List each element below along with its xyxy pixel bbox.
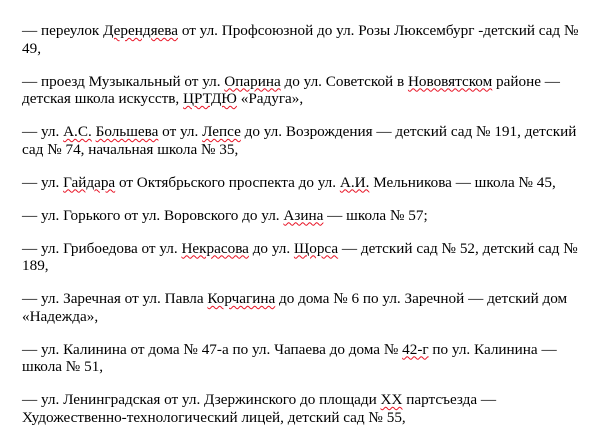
paragraph: [22, 22, 587, 57]
text-run-misspelled[interactable]: Дерендяева: [103, 22, 179, 39]
text-run-misspelled[interactable]: Щорса: [293, 239, 339, 257]
text-run-misspelled[interactable]: Гайдара: [63, 173, 116, 191]
text-run: до ул. Возрождения — детский сад № 191, детский сад № 74, начальная школа № 35,: [22, 123, 577, 158]
paragraph: [22, 391, 587, 426]
text-run: от ул. Профсоюзной до ул. Розы Люксембург -детский сад № 49,: [22, 22, 579, 57]
text-run: «Радуга»,: [236, 90, 304, 107]
text-run: — ул. Горького от ул. Воровского до ул.: [22, 206, 284, 224]
text-run: — ул. Калинина от дома № 47-а по ул. Чапаева до дома №: [22, 340, 403, 358]
text-run: до дома № 6 по ул. Заречной — детский дом «Надежда»,: [22, 290, 568, 325]
text-run-misspelled[interactable]: Азина: [283, 206, 324, 224]
paragraph: [22, 73, 587, 108]
text-run: — детский сад № 52, детский сад № 189,: [22, 239, 578, 274]
text-run: — переулок: [22, 22, 104, 39]
text-run: Мельникова — школа № 45,: [369, 173, 556, 191]
paragraph: [22, 174, 587, 192]
text-run-misspelled[interactable]: Некрасова: [181, 239, 249, 257]
paragraph: [22, 341, 587, 376]
paragraph: [22, 123, 587, 158]
text-run: — проезд Музыкальный от ул.: [22, 72, 225, 90]
text-run: от Октябрьского проспекта до ул.: [115, 173, 340, 191]
text-run: — ул.: [22, 173, 64, 191]
text-run: районе — детская школа искусств,: [22, 72, 560, 107]
text-run: партсъезда — Художественно-технологический лицей, детский сад № 55,: [22, 391, 497, 426]
text-run-misspelled[interactable]: XX: [380, 391, 403, 408]
text-run: — ул. Ленинградская от ул. Дзержинского до площади: [22, 391, 381, 408]
text-run: — ул. Заречная от ул. Павла: [22, 290, 208, 307]
text-run: — ул.: [22, 123, 64, 140]
paragraph: [22, 290, 587, 325]
text-run: — школа № 57;: [323, 206, 428, 224]
text-run-misspelled[interactable]: Корчагина: [207, 290, 276, 307]
text-run-misspelled[interactable]: Большева: [95, 123, 159, 140]
text-run-misspelled[interactable]: Опарина: [224, 72, 281, 90]
text-run-misspelled[interactable]: Лепсе: [202, 123, 241, 140]
text-run: до ул.: [248, 239, 294, 257]
text-run: — ул. Грибоедова от ул.: [22, 239, 182, 257]
text-run: по ул. Калинина — школа № 51,: [22, 340, 557, 375]
paragraph: [22, 207, 587, 225]
document-body[interactable]: [22, 22, 587, 442]
text-run-misspelled[interactable]: ЦРТДЮ: [183, 90, 237, 107]
paragraph: [22, 240, 587, 275]
text-run-misspelled[interactable]: А.И.: [339, 173, 370, 191]
text-run-misspelled[interactable]: А.С.: [63, 123, 92, 140]
text-run: от ул.: [158, 123, 203, 140]
text-run: до ул. Советской в: [280, 72, 408, 90]
text-run-misspelled[interactable]: Нововятском: [407, 72, 493, 90]
text-run-misspelled[interactable]: 42-г: [402, 340, 429, 358]
